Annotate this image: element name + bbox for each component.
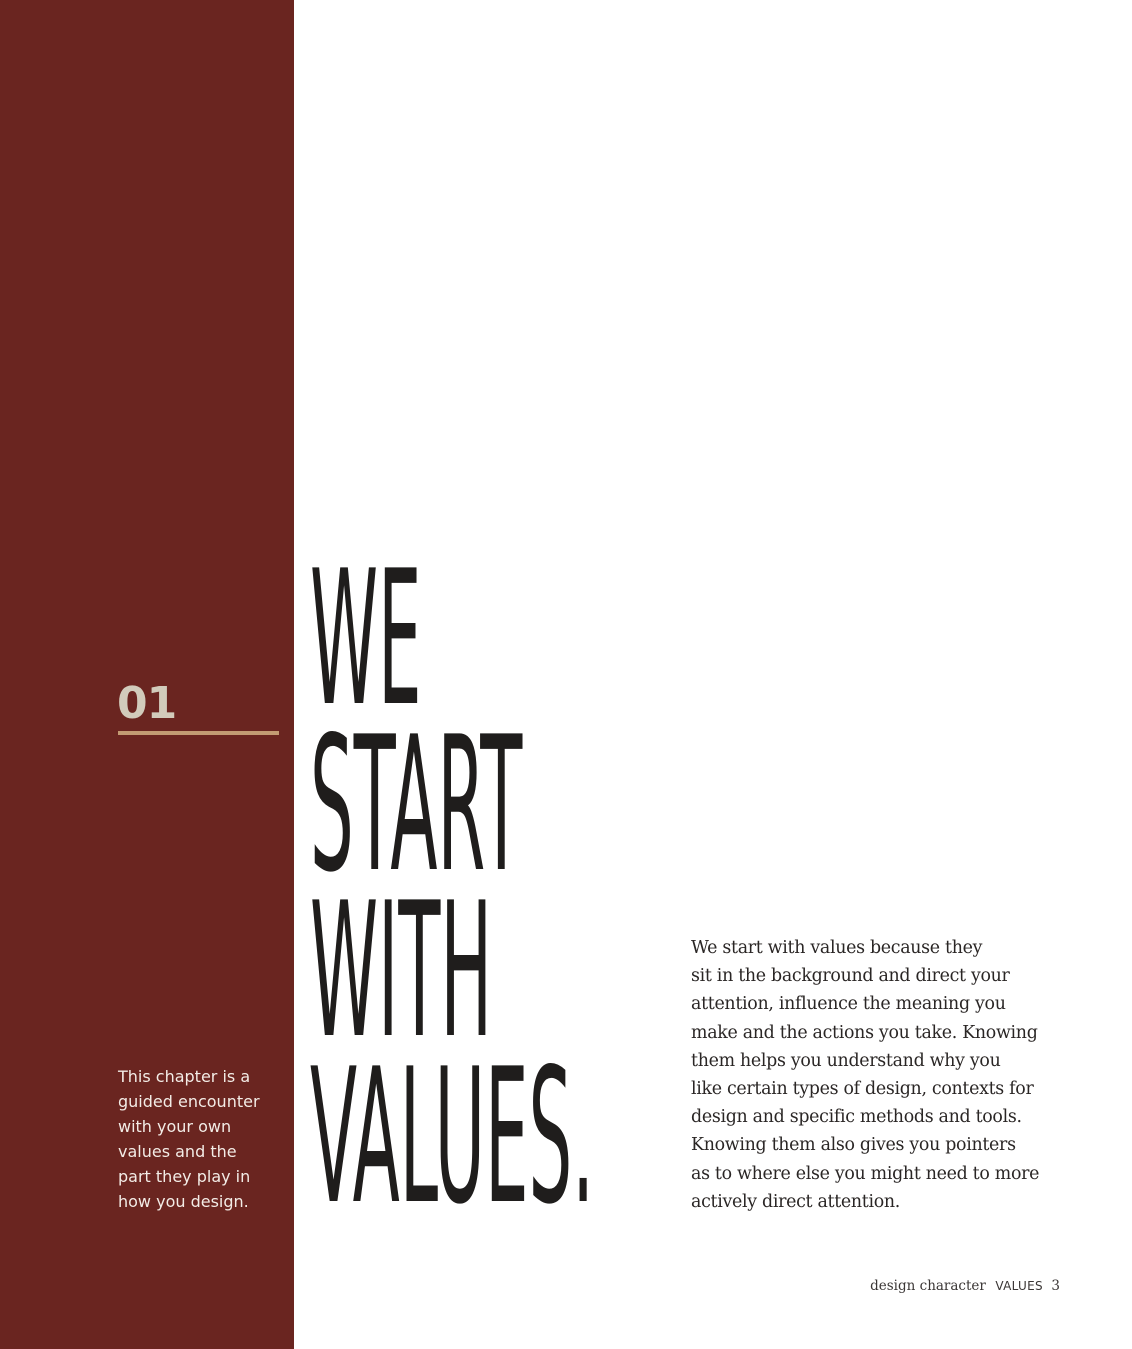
chapter-headline: [310, 530, 650, 1245]
body-line: attention, influence the meaning you: [691, 994, 1006, 1015]
chapter-divider: [118, 731, 279, 735]
body-line: as to where else you might need to more: [691, 1163, 1040, 1184]
chapter-intro: [118, 1064, 268, 1214]
body-line: design and specific methods and tools.: [691, 1107, 1022, 1128]
chapter-intro-line: with your own: [118, 1117, 232, 1136]
body-line: like certain types of design, contexts for: [691, 1079, 1034, 1100]
chapter-intro-line: how you design.: [118, 1192, 249, 1211]
headline-line: VALUES.: [310, 1028, 595, 1245]
body-line: We start with values because they: [691, 938, 983, 958]
chapter-intro-line: values and the: [118, 1142, 237, 1161]
headline-line: WE: [310, 530, 422, 747]
body-line: them helps you understand why you: [691, 1050, 1001, 1071]
chapter-intro-line: guided encounter: [118, 1092, 260, 1111]
chapter-intro-line: This chapter is a: [118, 1067, 251, 1086]
body-paragraph: [691, 934, 1071, 1216]
chapter-sidebar: [0, 0, 294, 1349]
headline-line: WITH: [310, 862, 493, 1079]
footer-section-name: VALUES: [995, 1279, 1043, 1293]
body-line: Knowing them also gives you pointers: [691, 1135, 1016, 1156]
body-line: actively direct attention.: [691, 1191, 901, 1212]
page-footer: [870, 1278, 1060, 1295]
chapter-intro-line: part they play in: [118, 1167, 251, 1186]
body-line: make and the actions you take. Knowing: [691, 1022, 1038, 1043]
footer-page-number: 3: [1051, 1278, 1060, 1294]
footer-book-title: design character: [870, 1278, 986, 1294]
chapter-number: 01: [117, 678, 177, 729]
body-line: sit in the background and direct your: [691, 966, 1010, 987]
headline-line: START: [310, 696, 523, 913]
